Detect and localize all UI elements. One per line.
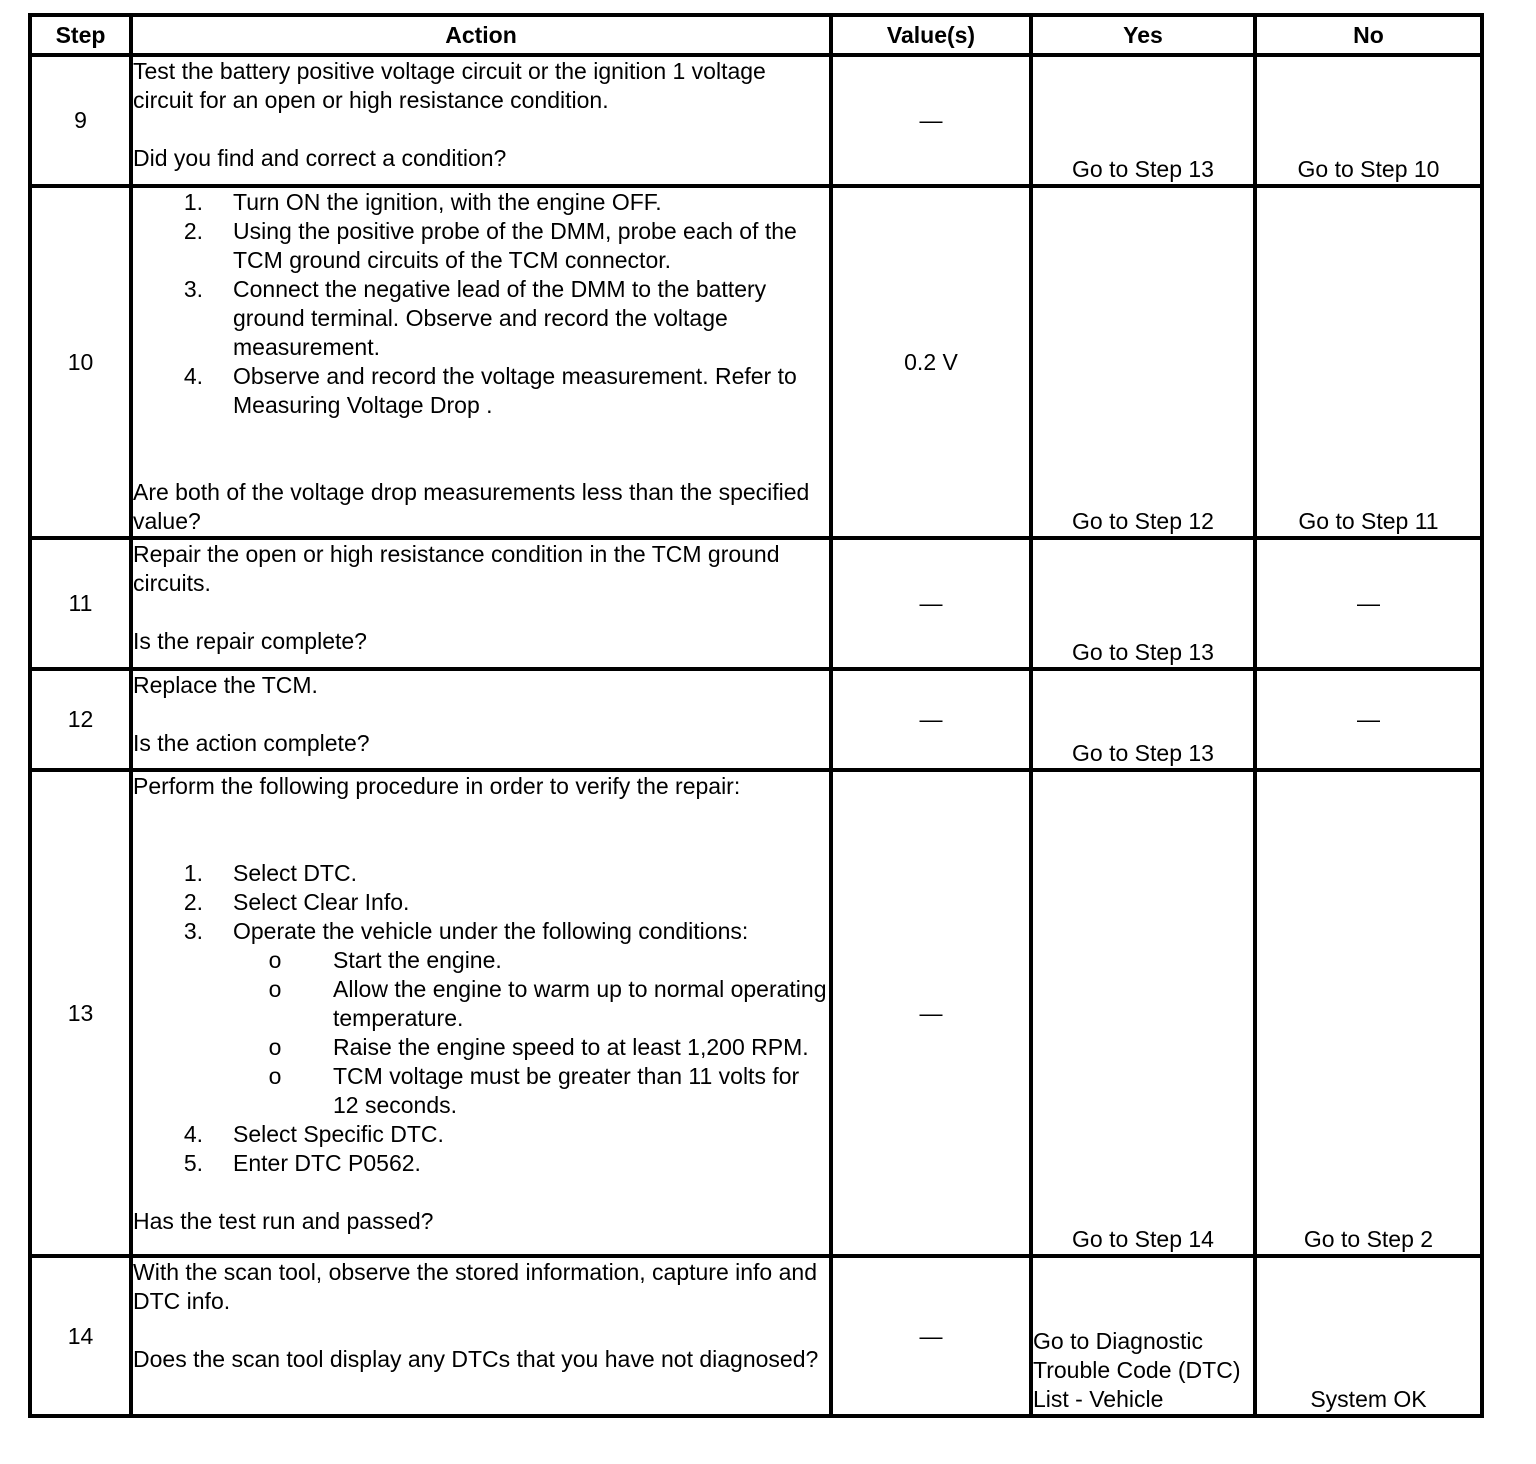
value-cell: — bbox=[831, 55, 1031, 186]
action-cell bbox=[131, 55, 831, 186]
action-text: Replace the TCM. bbox=[133, 672, 318, 698]
diagnostic-table bbox=[28, 13, 1484, 1418]
condition-item: o Raise the engine speed to at least 1,200 RPM. bbox=[133, 1033, 829, 1062]
action-cell bbox=[131, 1256, 831, 1416]
yes-cell: Go to Step 14 bbox=[1031, 770, 1255, 1256]
table-row bbox=[30, 55, 1482, 186]
condition-item: o Start the engine. bbox=[133, 946, 829, 975]
table-row bbox=[30, 770, 1482, 1256]
action-text: Repair the open or high resistance condition in the TCM ground circuits. bbox=[133, 541, 780, 596]
value-cell: 0.2 V bbox=[831, 186, 1031, 538]
procedure-step: 2. Select Clear Info. bbox=[183, 889, 410, 915]
procedure-substeps bbox=[133, 946, 829, 1120]
procedure-step: 1. Select DTC. bbox=[183, 860, 357, 886]
bullet-icon: o bbox=[268, 976, 282, 1002]
condition-list bbox=[133, 946, 829, 1120]
no-cell: — bbox=[1255, 538, 1482, 669]
action-question: Has the test run and passed? bbox=[133, 1208, 434, 1234]
yes-cell: Go to Step 12 bbox=[1031, 186, 1255, 538]
header-row bbox=[30, 15, 1482, 55]
action-cell bbox=[131, 770, 831, 1256]
step-number: 10 bbox=[30, 186, 131, 538]
action-question: Does the scan tool display any DTCs that you have not diagnosed? bbox=[133, 1346, 819, 1372]
no-cell: — bbox=[1255, 669, 1482, 770]
condition-item: o TCM voltage must be greater than 11 volts for 12 seconds. bbox=[133, 1062, 829, 1120]
step-number: 13 bbox=[30, 770, 131, 1256]
table-row bbox=[30, 538, 1482, 669]
procedure-step: 1. Turn ON the ignition, with the engine OFF. bbox=[183, 189, 662, 215]
action-question: Are both of the voltage drop measurements less than the specified value? bbox=[133, 479, 810, 534]
action-text: Perform the following procedure in order to verify the repair: bbox=[133, 773, 741, 799]
table-row bbox=[30, 1256, 1482, 1416]
action-cell bbox=[131, 186, 831, 538]
bullet-icon: o bbox=[268, 947, 282, 973]
no-cell: System OK bbox=[1255, 1256, 1482, 1416]
action-question: Is the action complete? bbox=[133, 730, 370, 756]
procedure-list bbox=[133, 859, 829, 1178]
bullet-icon: o bbox=[268, 1034, 282, 1060]
procedure-step: 4. Observe and record the voltage measurement. Refer to Measuring Voltage Drop . bbox=[183, 363, 797, 418]
header-action: Action bbox=[131, 15, 831, 55]
procedure-step: 3. Operate the vehicle under the following conditions: bbox=[183, 918, 749, 944]
step-number: 12 bbox=[30, 669, 131, 770]
header-values: Value(s) bbox=[831, 15, 1031, 55]
step-number: 11 bbox=[30, 538, 131, 669]
bullet-icon: o bbox=[268, 1063, 282, 1089]
action-cell bbox=[131, 669, 831, 770]
table-row bbox=[30, 186, 1482, 538]
procedure-step: 3. Connect the negative lead of the DMM to the battery ground terminal. Observe and record the voltage measurement. bbox=[183, 276, 767, 360]
action-text: With the scan tool, observe the stored information, capture info and DTC info. bbox=[133, 1259, 817, 1314]
yes-cell: Go to Diagnostic Trouble Code (DTC) List - Vehicle bbox=[1031, 1256, 1255, 1416]
yes-cell: Go to Step 13 bbox=[1031, 538, 1255, 669]
header-step: Step bbox=[30, 15, 131, 55]
procedure-step: 4. Select Specific DTC. bbox=[183, 1121, 444, 1147]
yes-cell: Go to Step 13 bbox=[1031, 55, 1255, 186]
action-cell bbox=[131, 538, 831, 669]
procedure-step: 5. Enter DTC P0562. bbox=[183, 1150, 421, 1176]
no-cell: Go to Step 10 bbox=[1255, 55, 1482, 186]
header-no: No bbox=[1255, 15, 1482, 55]
value-cell: — bbox=[831, 669, 1031, 770]
no-cell: Go to Step 2 bbox=[1255, 770, 1482, 1256]
value-cell: — bbox=[831, 538, 1031, 669]
no-cell: Go to Step 11 bbox=[1255, 186, 1482, 538]
table-row bbox=[30, 669, 1482, 770]
value-cell: — bbox=[831, 1256, 1031, 1416]
value-cell: — bbox=[831, 770, 1031, 1256]
action-question: Did you find and correct a condition? bbox=[133, 145, 507, 171]
procedure-step: 2. Using the positive probe of the DMM, probe each of the TCM ground circuits of the TCM connector. bbox=[183, 218, 797, 273]
step-number: 14 bbox=[30, 1256, 131, 1416]
step-number: 9 bbox=[30, 55, 131, 186]
condition-item: o Allow the engine to warm up to normal operating temperature. bbox=[133, 975, 829, 1033]
action-question: Is the repair complete? bbox=[133, 628, 367, 654]
header-yes: Yes bbox=[1031, 15, 1255, 55]
action-text: Test the battery positive voltage circuit or the ignition 1 voltage circuit for an open or high resistance condition. bbox=[133, 58, 766, 113]
yes-cell: Go to Step 13 bbox=[1031, 669, 1255, 770]
procedure-list bbox=[133, 188, 829, 420]
